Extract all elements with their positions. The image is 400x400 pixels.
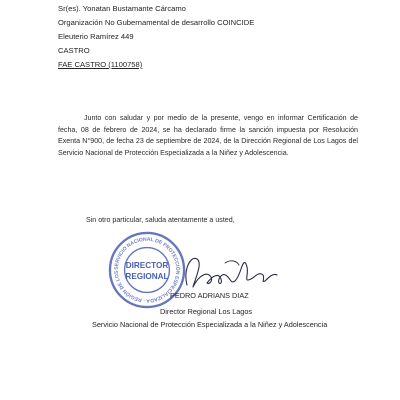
recipient-salutation: Sr(es). Yonatan Bustamante Cárcamo	[58, 4, 186, 13]
stamp-center-line2: REGIONAL	[125, 271, 169, 281]
stamp-center-line1: DIRECTOR	[125, 261, 169, 271]
signatory-organization: Servicio Nacional de Protección Especializada a la Niñez y Adolescencia	[92, 320, 328, 329]
reference-line: FAE CASTRO (1100758)	[58, 60, 143, 69]
stamp-ring-text: SERVICIO NACIONAL DE PROTECCIÓN ESPECIALIZADA · REGIÓN DE LOS	[113, 236, 181, 304]
body-paragraph	[58, 113, 358, 159]
signatory-title: Director Regional Los Lagos	[160, 307, 253, 316]
recipient-organization: Organización No Gubernamental de desarrollo COINCIDE	[58, 18, 255, 27]
recipient-city: CASTRO	[58, 46, 90, 55]
closing-line: Sin otro particular, saluda atentamente a usted,	[86, 216, 235, 224]
recipient-address: Eleuterio Ramírez 449	[58, 32, 134, 41]
signatory-name: PEDRO ADRIANS DIAZ	[170, 291, 249, 300]
body-paragraph-text: Junto con saludar y por medio de la presente, vengo en informar Certificación de fecha, 08 de febrero de 2024, se ha declarado firme la sanción impuesta por Resolución Exenta N°900, de fecha 23 de septiembre de 2024, de la Dirección Regional de Los Lagos del Servicio Nacional de Protección Especializada a la Niñez y Adolescencia.	[58, 114, 358, 157]
handwritten-signature	[165, 245, 295, 297]
